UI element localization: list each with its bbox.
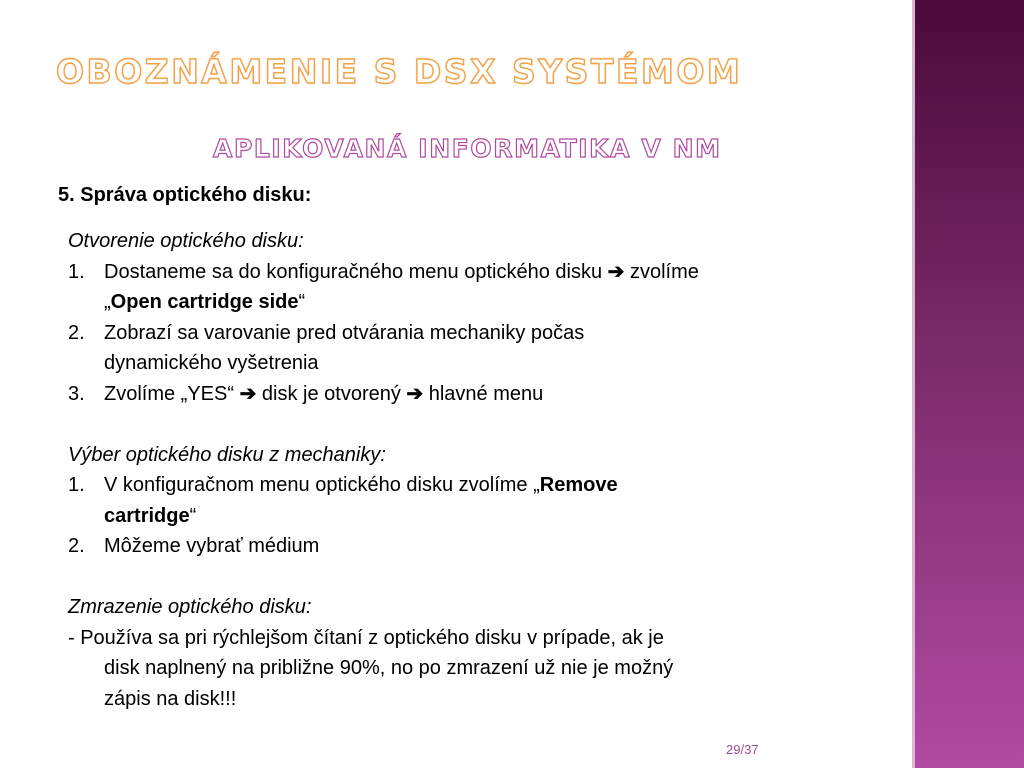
freeze-disc-text: - Používa sa pri rýchlejšom čítaní z optického disku v prípade, ak je disk naplnený na približne 90%, no po zmrazení už nie je možný zápis na disk!!! <box>68 626 674 710</box>
arrow-right-icon: ➔ <box>607 260 625 283</box>
list-number: 2. <box>68 321 85 344</box>
decorative-side-band <box>912 0 1024 768</box>
remove-disc-heading: Výber optického disku z mechaniky: <box>68 443 386 466</box>
slide-subtitle: APLIKOVANÁ INFORMATIKA V NM <box>213 134 722 163</box>
page-number: 29/37 <box>726 742 759 757</box>
remove-cartridge-label-cont: cartridge <box>104 504 190 527</box>
open-disc-heading: Otvorenie optického disku: <box>68 230 304 252</box>
list-item: 2. Zobrazí sa varovanie pred otvárania mechaniky počas dynamického vyšetrenia <box>68 318 898 379</box>
list-number: 1. <box>68 260 85 283</box>
list-number: 1. <box>68 474 85 496</box>
arrow-right-icon: ➔ <box>239 382 257 405</box>
list-item: 1. V konfiguračnom menu optického disku zvolíme „Remove cartridge“ <box>68 470 898 531</box>
open-cartridge-side-label: Open cartridge side <box>110 291 299 313</box>
slide-body <box>68 226 898 714</box>
list-item: 1. Dostaneme sa do konfiguračného menu optického disku ➔ zvolíme „Open cartridge side“ <box>68 257 898 318</box>
arrow-right-icon: ➔ <box>406 382 424 405</box>
list-number: 2. <box>68 535 85 557</box>
remove-cartridge-label: Remove <box>539 474 618 496</box>
freeze-disc-heading: Zmrazenie optického disku: <box>68 596 312 618</box>
list-item: 3. Zvolíme „YES“ ➔ disk je otvorený ➔ hlavné menu <box>68 379 898 410</box>
list-item: 2. Môžeme vybrať médium <box>68 531 898 562</box>
slide-title: OBOZNÁMENIE S DSX SYSTÉMOM <box>56 52 743 91</box>
section-heading: 5. Správa optického disku: <box>58 184 312 206</box>
list-number: 3. <box>68 382 85 405</box>
